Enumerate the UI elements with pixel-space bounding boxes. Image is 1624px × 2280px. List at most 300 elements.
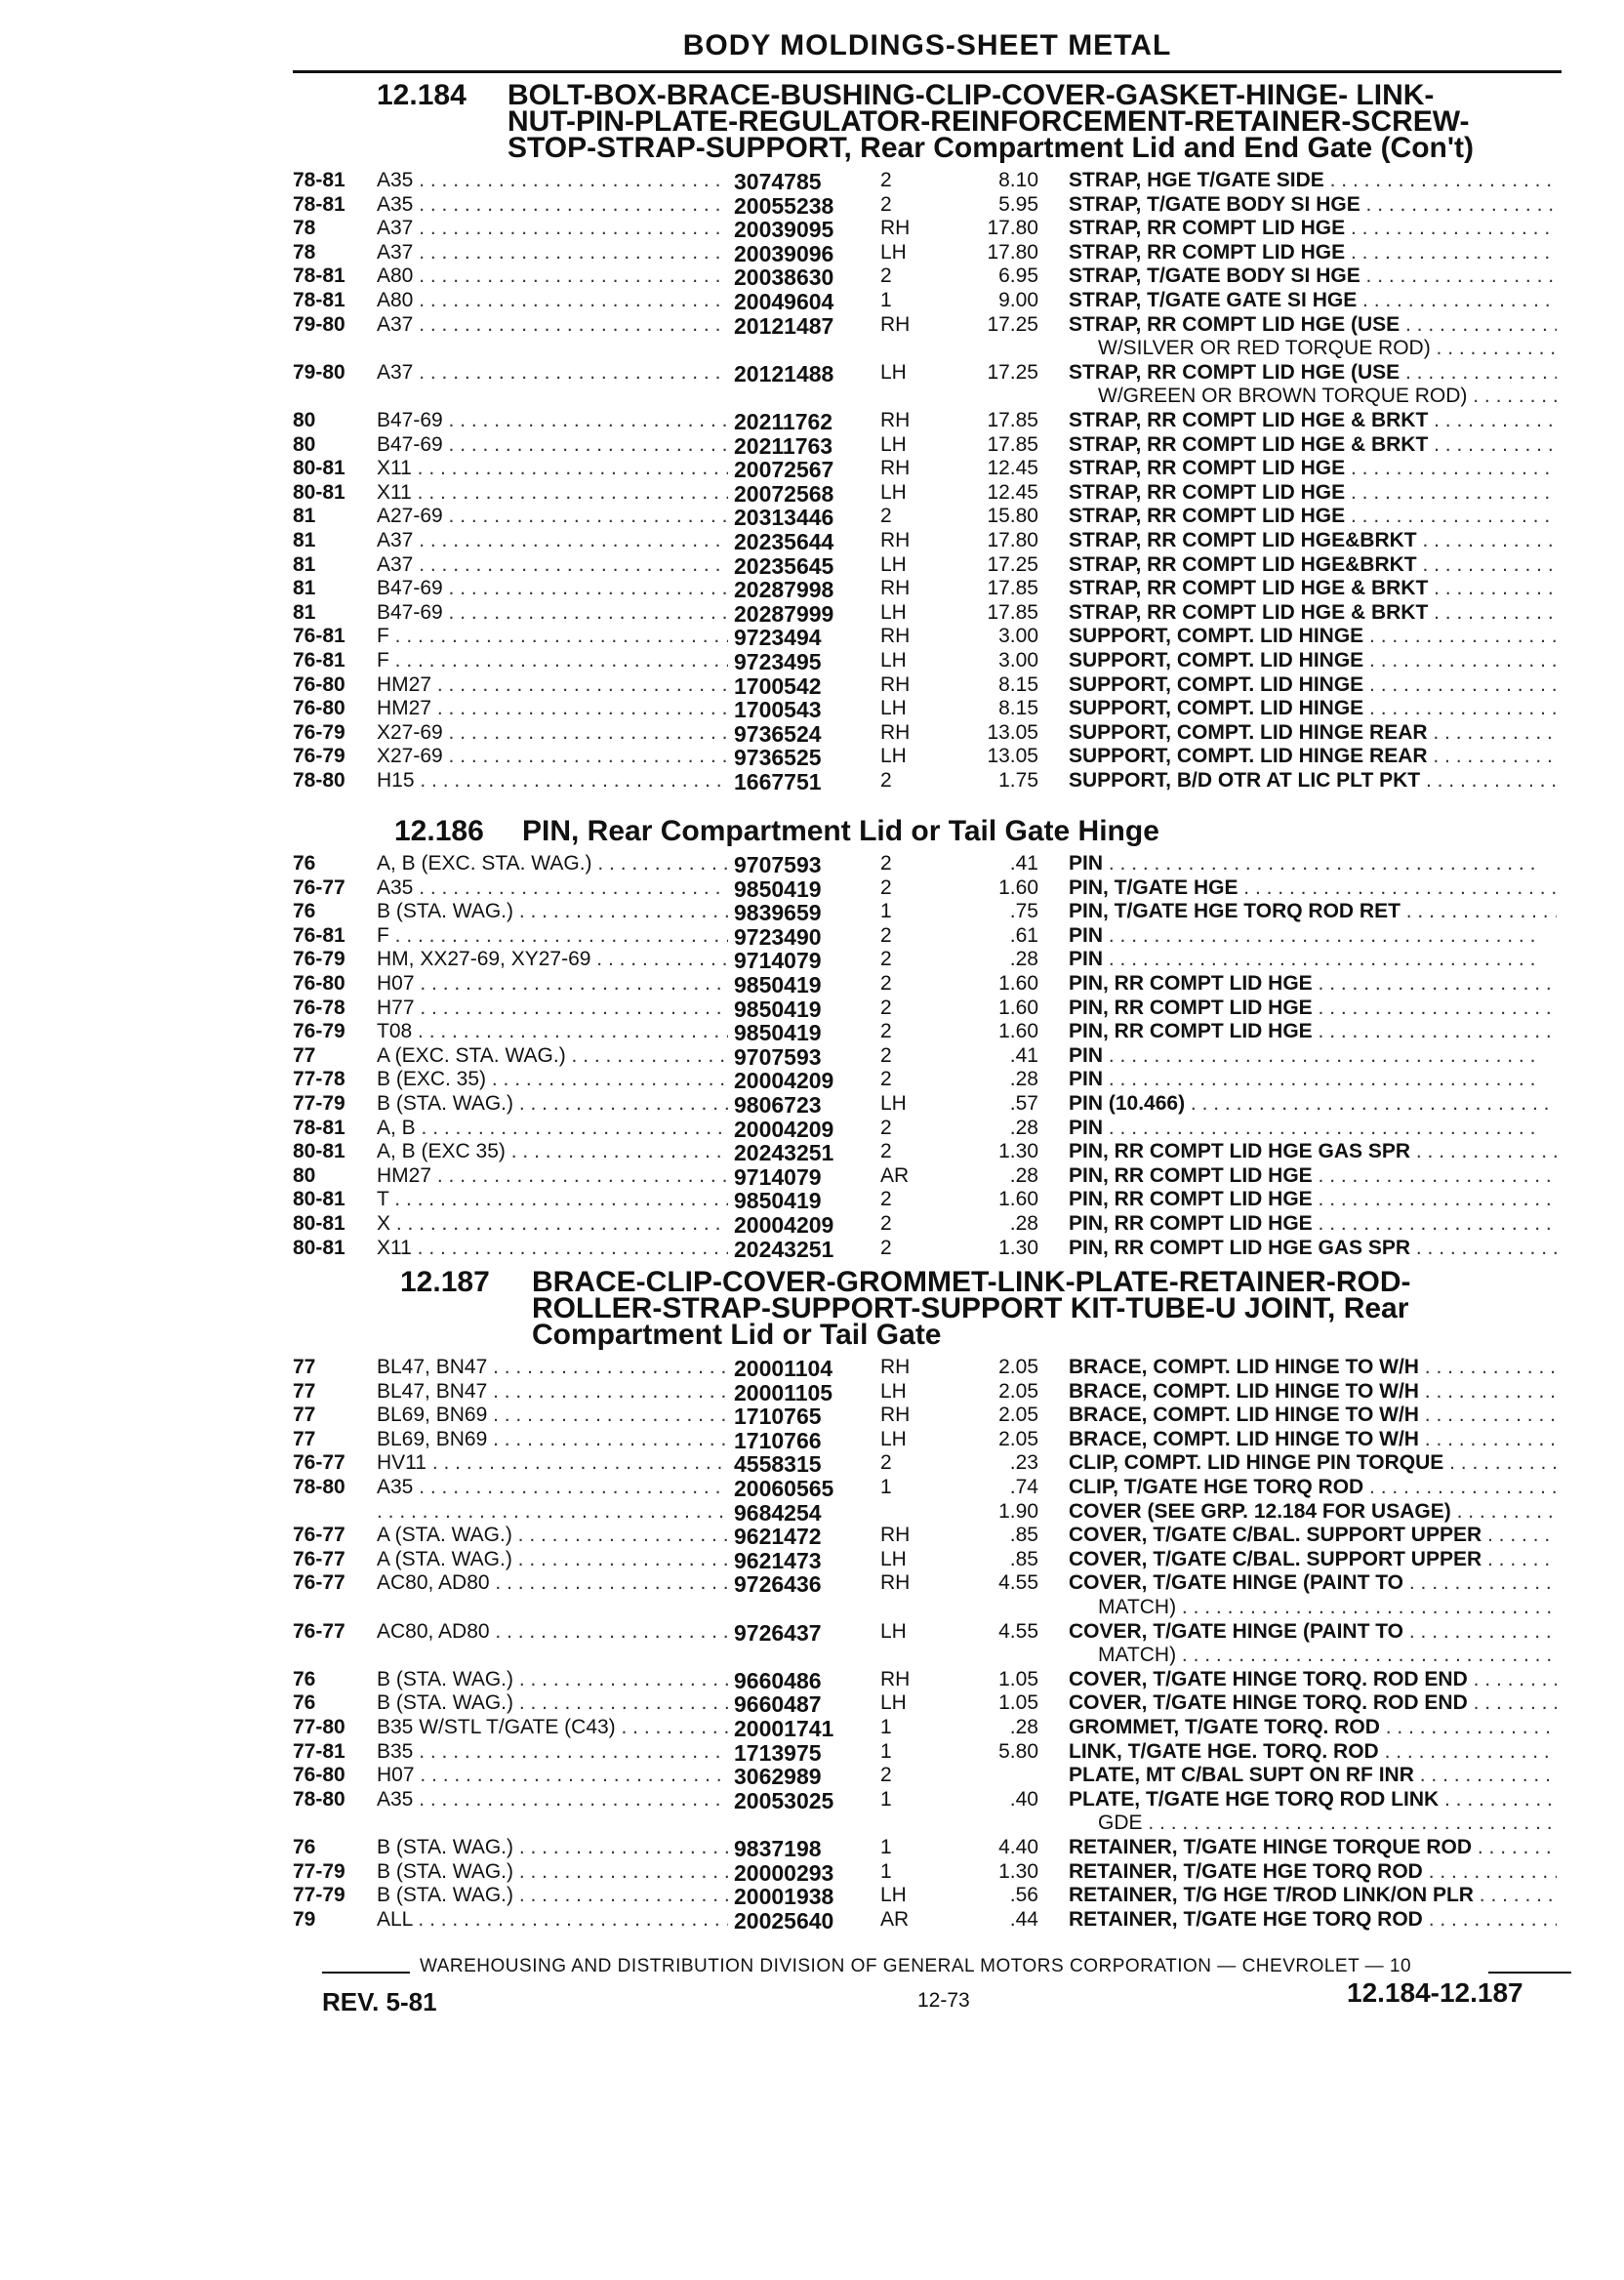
quantity: 2	[880, 1140, 892, 1163]
model-year: 76	[293, 1667, 316, 1690]
price: .28	[1009, 948, 1038, 971]
part-description: SUPPORT, COMPT. LID HINGE . . .	[1069, 625, 1557, 648]
part-description: SUPPORT, COMPT. LID HINGE REAR . . .	[1069, 721, 1557, 745]
part-number: 20211762	[734, 409, 833, 434]
group-title-line: PIN, Rear Compartment Lid or Tail Gate Hinge	[522, 815, 1159, 847]
part-number: 9806723	[734, 1092, 822, 1118]
price: .41	[1009, 852, 1038, 875]
model-series	[377, 1500, 728, 1524]
model-year: 76-81	[293, 625, 345, 648]
model-year: 78-81	[293, 192, 345, 216]
list-item	[0, 1428, 1624, 1451]
model-year: 76-80	[293, 972, 345, 995]
part-description: COVER, T/GATE HINGE TORQ. ROD END . . .	[1069, 1668, 1557, 1691]
price: 8.15	[998, 697, 1038, 720]
price: 12.45	[987, 480, 1038, 504]
part-number: 20235645	[734, 552, 834, 579]
part-description: STRAP, RR COMPT LID HGE (USE . . .	[1069, 313, 1557, 337]
part-description: BRACE, COMPT. LID HINGE TO W/H . . .	[1069, 1380, 1557, 1404]
list-item	[0, 361, 1624, 385]
model-series: X27-69 . . .	[377, 721, 728, 745]
group-title	[532, 1266, 1411, 1351]
part-number: 20211763	[734, 432, 833, 459]
model-year: 77-78	[293, 1068, 345, 1091]
model-series: BL47, BN47 . . .	[377, 1380, 728, 1404]
list-item	[0, 241, 1624, 265]
list-item	[0, 1140, 1624, 1166]
header-rule	[293, 70, 1562, 73]
part-number: 9621472	[734, 1524, 822, 1550]
quantity: 2	[880, 852, 892, 875]
model-year: 76-79	[293, 1020, 345, 1043]
part-description: GDE . . .	[1098, 1812, 1557, 1835]
price: .28	[1009, 1068, 1038, 1091]
list-item	[0, 1092, 1624, 1116]
price: .85	[1009, 1547, 1038, 1570]
model-series: A (STA. WAG.) . . .	[377, 1548, 728, 1571]
part-number: 1710765	[734, 1404, 822, 1430]
model-series: A37 . . .	[377, 313, 728, 337]
group-title-line: Compartment Lid or Tail Gate	[532, 1319, 942, 1351]
part-number: 1710766	[734, 1427, 822, 1453]
part-description: COVER (SEE GRP. 12.184 FOR USAGE) . . .	[1069, 1500, 1557, 1524]
quantity: 2	[880, 1764, 892, 1787]
model-series: A, B (EXC. STA. WAG.) . . .	[377, 852, 728, 875]
part-number: 20049604	[734, 289, 834, 314]
part-description: W/SILVER OR RED TORQUE ROD) . . .	[1098, 337, 1557, 360]
price: 1.30	[998, 1140, 1038, 1163]
quantity: RH	[880, 1571, 911, 1595]
list-item	[0, 745, 1624, 771]
part-number: 9850419	[734, 1188, 822, 1214]
model-series: HM27 . . .	[377, 697, 728, 720]
quantity: RH	[880, 720, 911, 744]
model-series: X27-69 . . .	[377, 745, 728, 768]
model-year: 76	[293, 852, 316, 875]
price: 1.90	[998, 1499, 1038, 1523]
model-series: B (EXC. 35) . . .	[377, 1068, 728, 1091]
list-item	[0, 1044, 1624, 1068]
price: 2.05	[998, 1356, 1038, 1378]
list-item	[0, 876, 1624, 900]
quantity: 2	[880, 169, 892, 191]
model-series: B (STA. WAG.) . . .	[377, 1836, 728, 1859]
part-description: MATCH) . . .	[1098, 1644, 1557, 1667]
part-number: 9850419	[734, 996, 822, 1022]
price: 17.80	[987, 217, 1038, 240]
model-series: H07 . . .	[377, 972, 728, 996]
model-year: 76-80	[293, 697, 345, 720]
list-item	[0, 409, 1624, 432]
part-description: STRAP, RR COMPT LID HGE . . .	[1069, 481, 1557, 505]
part-number: 1667751	[734, 769, 822, 794]
quantity: RH	[880, 577, 911, 600]
running-head: BODY MOLDINGS-SHEET METAL	[682, 29, 1172, 61]
part-number: 9736525	[734, 745, 822, 771]
quantity: LH	[880, 240, 907, 264]
model-year: 81	[293, 577, 316, 600]
model-series: A80 . . .	[377, 289, 728, 312]
price: 17.25	[987, 360, 1038, 384]
quantity: 2	[880, 1116, 892, 1139]
part-description: STRAP, RR COMPT LID HGE & BRKT . . .	[1069, 577, 1557, 600]
model-year: 80-81	[293, 1236, 345, 1259]
model-series: B (STA. WAG.) . . .	[377, 1884, 728, 1907]
quantity: 2	[880, 1451, 892, 1475]
model-year: 80-81	[293, 1140, 345, 1163]
part-description: PIN, RR COMPT LID HGE . . .	[1069, 1188, 1557, 1211]
model-series: A37 . . .	[377, 529, 728, 552]
part-description: PLATE, T/GATE HGE TORQ ROD LINK . . .	[1069, 1788, 1557, 1812]
part-description: PIN . . .	[1069, 948, 1557, 971]
group-number: 12.186	[394, 815, 484, 847]
part-number: 9714079	[734, 1163, 822, 1190]
part-number: 9660486	[734, 1667, 822, 1693]
part-number: 20001104	[734, 1356, 833, 1381]
part-description: PIN, RR COMPT LID HGE . . .	[1069, 972, 1557, 996]
part-description: RETAINER, T/GATE HGE TORQ ROD . . .	[1069, 1908, 1557, 1932]
quantity: LH	[880, 600, 907, 624]
price: 17.25	[987, 312, 1038, 336]
list-item	[0, 289, 1624, 312]
quantity: 2	[880, 1068, 892, 1091]
part-number: 3074785	[734, 169, 822, 194]
model-year: 76-81	[293, 649, 345, 672]
part-description: PIN . . .	[1069, 924, 1557, 948]
list-item	[0, 577, 1624, 603]
list-item	[0, 1691, 1624, 1718]
part-number: 9723494	[734, 625, 822, 651]
part-number: 1700542	[734, 672, 822, 699]
model-year: 77-79	[293, 1859, 345, 1883]
model-year: 76-77	[293, 875, 345, 899]
quantity: RH	[880, 409, 911, 431]
part-description: PIN, T/GATE HGE . . .	[1069, 876, 1557, 900]
price: 9.00	[998, 289, 1038, 311]
quantity: RH	[880, 1524, 911, 1547]
model-series: B35 W/STL T/GATE (C43) . . .	[377, 1716, 728, 1739]
model-year: 76-77	[293, 1547, 345, 1570]
price: .28	[1009, 1116, 1038, 1139]
model-year: 78-80	[293, 1787, 345, 1811]
quantity: 2	[880, 1212, 892, 1235]
part-number: 20243251	[734, 1236, 834, 1262]
part-number: 9707593	[734, 1043, 822, 1070]
quantity: 2	[880, 948, 892, 971]
part-description: PIN . . .	[1069, 1117, 1557, 1140]
model-year: 80-81	[293, 1188, 345, 1211]
model-series: B35 . . .	[377, 1740, 728, 1764]
price: 2.05	[998, 1404, 1038, 1427]
part-description: STRAP, RR COMPT LID HGE & BRKT . . .	[1069, 433, 1557, 457]
quantity: RH	[880, 1404, 911, 1427]
model-series: T . . .	[377, 1188, 728, 1211]
list-item	[0, 505, 1624, 531]
model-series: A35 . . .	[377, 1476, 728, 1499]
list-item	[0, 924, 1624, 948]
part-number: 9723495	[734, 649, 822, 674]
part-description: PIN, RR COMPT LID HGE GAS SPR . . .	[1069, 1237, 1557, 1260]
price: 2.05	[998, 1427, 1038, 1450]
part-description: CLIP, COMPT. LID HINGE PIN TORQUE . . .	[1069, 1451, 1557, 1475]
part-description: STRAP, RR COMPT LID HGE & BRKT . . .	[1069, 409, 1557, 432]
quantity: 2	[880, 769, 892, 792]
quantity: 1	[880, 1836, 892, 1858]
part-description: MATCH) . . .	[1098, 1596, 1557, 1619]
price: 4.55	[998, 1619, 1038, 1643]
part-description: COVER, T/GATE C/BAL. SUPPORT UPPER . . .	[1069, 1548, 1557, 1571]
part-number: 3062989	[734, 1764, 822, 1790]
quantity: LH	[880, 1379, 907, 1403]
part-description: STRAP, RR COMPT LID HGE . . .	[1069, 241, 1557, 265]
model-series: AC80, AD80 . . .	[377, 1620, 728, 1644]
part-description: PIN . . .	[1069, 852, 1557, 875]
list-item	[0, 481, 1624, 505]
model-series: HM, XX27-69, XY27-69 . . .	[377, 948, 728, 971]
model-series: HM27 . . .	[377, 673, 728, 697]
model-year: 80	[293, 1163, 316, 1187]
price: .61	[1009, 923, 1038, 947]
quantity: 1	[880, 1859, 892, 1883]
footer-rule-left	[322, 1972, 410, 1974]
part-description: STRAP, RR COMPT LID HGE . . .	[1069, 457, 1557, 480]
model-year: 78	[293, 217, 316, 240]
list-item	[0, 193, 1624, 217]
list-item	[0, 997, 1624, 1020]
price: .44	[1009, 1907, 1038, 1931]
model-year: 76	[293, 900, 316, 923]
model-series: A80 . . .	[377, 265, 728, 288]
revision-date: REV. 5-81	[322, 1987, 437, 2016]
part-description: PIN, RR COMPT LID HGE . . .	[1069, 1164, 1557, 1188]
price: 1.60	[998, 972, 1038, 995]
price: 15.80	[987, 505, 1038, 528]
model-year: 78-80	[293, 1476, 345, 1498]
quantity: 2	[880, 875, 892, 899]
model-year: 81	[293, 600, 316, 624]
part-number: 20072568	[734, 480, 834, 507]
model-year: 80	[293, 432, 316, 456]
model-series: BL69, BN69 . . .	[377, 1428, 728, 1451]
list-item	[0, 697, 1624, 723]
model-year: 78-81	[293, 265, 345, 288]
model-year: 76-77	[293, 1571, 345, 1595]
group-title-line: ROLLER-STRAP-SUPPORT-SUPPORT KIT-TUBE-U JOINT, Rear	[532, 1292, 1409, 1324]
model-year: 78-81	[293, 289, 345, 311]
price: 6.95	[998, 265, 1038, 288]
model-year: 78-81	[293, 169, 345, 191]
part-description: BRACE, COMPT. LID HINGE TO W/H . . .	[1069, 1428, 1557, 1451]
quantity: 1	[880, 1716, 892, 1738]
price: .57	[1009, 1092, 1038, 1115]
price: 12.45	[987, 457, 1038, 480]
part-number: 1713975	[734, 1739, 822, 1766]
model-series: A (EXC. STA. WAG.) . . .	[377, 1044, 728, 1068]
part-number: 20053025	[734, 1787, 834, 1813]
model-series: H15 . . .	[377, 769, 728, 793]
part-number: 20121487	[734, 312, 834, 339]
list-item	[0, 601, 1624, 625]
quantity: 2	[880, 1020, 892, 1043]
list-item	[0, 1740, 1624, 1764]
quantity: LH	[880, 1092, 907, 1115]
part-number: 20038630	[734, 265, 834, 291]
list-item	[0, 529, 1624, 552]
price: .28	[1009, 1212, 1038, 1235]
price: 17.85	[987, 577, 1038, 600]
list-item	[0, 553, 1624, 577]
list-item	[0, 1404, 1624, 1430]
list-item	[0, 1068, 1624, 1094]
model-series: A27-69 . . .	[377, 505, 728, 528]
price: .74	[1009, 1476, 1038, 1498]
group-title-line: BRACE-CLIP-COVER-GROMMET-LINK-PLATE-RETAINER-ROD-	[532, 1266, 1411, 1298]
model-series: H07 . . .	[377, 1764, 728, 1787]
part-number: 20287998	[734, 577, 834, 603]
part-number: 20001741	[734, 1716, 834, 1741]
part-number: 20004209	[734, 1068, 834, 1094]
model-year: 78-80	[293, 769, 345, 792]
model-series: B (STA. WAG.) . . .	[377, 1860, 728, 1884]
quantity: RH	[880, 625, 911, 648]
model-year: 79-80	[293, 312, 345, 336]
quantity: LH	[880, 1427, 907, 1450]
model-series: A35 . . .	[377, 1788, 728, 1812]
model-series: HV11 . . .	[377, 1451, 728, 1475]
model-series: B47-69 . . .	[377, 601, 728, 625]
part-number: 20039095	[734, 217, 834, 243]
quantity: 2	[880, 996, 892, 1019]
quantity: RH	[880, 457, 911, 480]
part-number: 20004209	[734, 1212, 834, 1238]
price: 8.15	[998, 672, 1038, 696]
group-title-line: STOP-STRAP-SUPPORT, Rear Compartment Lid and End Gate (Con't)	[508, 132, 1474, 164]
model-year: 77-79	[293, 1884, 345, 1907]
model-series: A35 . . .	[377, 876, 728, 900]
model-series: B (STA. WAG.) . . .	[377, 1668, 728, 1691]
part-description: BRACE, COMPT. LID HINGE TO W/H . . .	[1069, 1404, 1557, 1427]
page-number: 12-73	[917, 1989, 970, 2012]
model-year: 76-79	[293, 745, 345, 768]
price: 1.60	[998, 1020, 1038, 1043]
part-description: BRACE, COMPT. LID HINGE TO W/H . . .	[1069, 1356, 1557, 1379]
list-item-continuation	[0, 337, 1624, 360]
list-item	[0, 1020, 1624, 1046]
model-year: 80-81	[293, 457, 345, 480]
model-year: 76-77	[293, 1619, 345, 1643]
quantity: AR	[880, 1163, 910, 1187]
list-item	[0, 457, 1624, 483]
part-description: STRAP, T/GATE GATE SI HGE . . .	[1069, 289, 1557, 312]
price: 3.00	[998, 625, 1038, 648]
quantity: RH	[880, 1356, 911, 1378]
list-item-continuation	[0, 1812, 1624, 1835]
quantity: 2	[880, 923, 892, 947]
part-description: RETAINER, T/GATE HGE TORQ ROD . . .	[1069, 1860, 1557, 1884]
quantity: 2	[880, 265, 892, 288]
price: 1.60	[998, 1188, 1038, 1211]
part-number: 9839659	[734, 900, 822, 926]
model-year: 77-80	[293, 1716, 345, 1738]
list-item	[0, 1836, 1624, 1859]
model-year: 76	[293, 1691, 316, 1715]
model-series: F . . .	[377, 649, 728, 672]
model-series: A, B (EXC 35) . . .	[377, 1140, 728, 1163]
price: 1.30	[998, 1859, 1038, 1883]
price: 2.05	[998, 1379, 1038, 1403]
group-title-line: NUT-PIN-PLATE-REGULATOR-REINFORCEMENT-RETAINER-SCREW-	[508, 105, 1470, 138]
quantity: LH	[880, 745, 907, 768]
list-item	[0, 313, 1624, 337]
part-number: 20060565	[734, 1476, 834, 1501]
part-description: PIN . . .	[1069, 1068, 1557, 1091]
model-year: 76-79	[293, 720, 345, 744]
model-series: X11 . . .	[377, 1237, 728, 1260]
model-series: B47-69 . . .	[377, 409, 728, 432]
price: 17.80	[987, 529, 1038, 551]
price: 17.80	[987, 240, 1038, 264]
list-item	[0, 625, 1624, 651]
model-series: BL69, BN69 . . .	[377, 1404, 728, 1427]
part-number: 9850419	[734, 875, 822, 902]
part-number: 9850419	[734, 1020, 822, 1046]
part-description: GROMMET, T/GATE TORQ. ROD . . .	[1069, 1716, 1557, 1739]
price: .56	[1009, 1884, 1038, 1907]
model-series: F . . .	[377, 625, 728, 648]
price: .75	[1009, 900, 1038, 923]
price: 8.10	[998, 169, 1038, 191]
price: 4.40	[998, 1836, 1038, 1858]
list-item	[0, 217, 1624, 243]
quantity: 2	[880, 505, 892, 528]
part-description: W/GREEN OR BROWN TORQUE ROD) . . .	[1098, 385, 1557, 408]
model-year: 76-78	[293, 996, 345, 1019]
quantity: RH	[880, 217, 911, 240]
list-item	[0, 1117, 1624, 1140]
model-year: 76-80	[293, 672, 345, 696]
price: 1.05	[998, 1667, 1038, 1690]
part-description: STRAP, T/GATE BODY SI HGE . . .	[1069, 265, 1557, 288]
list-item	[0, 1212, 1624, 1236]
part-number: 4558315	[734, 1451, 822, 1478]
quantity: 1	[880, 1476, 892, 1498]
quantity: RH	[880, 529, 911, 551]
model-series: A37 . . .	[377, 553, 728, 577]
footer-division: WAREHOUSING AND DISTRIBUTION DIVISION OF GENERAL MOTORS CORPORATION — CHEVROLET — 10	[420, 1956, 1412, 1976]
quantity: 2	[880, 1188, 892, 1211]
part-description: COVER, T/GATE HINGE (PAINT TO . . .	[1069, 1620, 1557, 1644]
part-description: STRAP, RR COMPT LID HGE&BRKT . . .	[1069, 529, 1557, 552]
model-series: X11 . . .	[377, 457, 728, 480]
model-series: T08 . . .	[377, 1020, 728, 1043]
part-number: 20004209	[734, 1116, 834, 1142]
model-year: 80-81	[293, 480, 345, 504]
part-description: STRAP, RR COMPT LID HGE . . .	[1069, 505, 1557, 528]
model-series: X . . .	[377, 1212, 728, 1236]
model-series: B47-69 . . .	[377, 577, 728, 600]
list-item	[0, 948, 1624, 974]
model-series: B47-69 . . .	[377, 433, 728, 457]
list-item	[0, 265, 1624, 291]
part-description: SUPPORT, B/D OTR AT LIC PLT PKT . . .	[1069, 769, 1557, 793]
list-item	[0, 169, 1624, 192]
list-item	[0, 1620, 1624, 1644]
part-description: LINK, T/GATE HGE. TORQ. ROD . . .	[1069, 1740, 1557, 1764]
model-series: X11 . . .	[377, 481, 728, 505]
part-number: 20055238	[734, 192, 834, 219]
part-number: 20243251	[734, 1140, 834, 1166]
model-series: A35 . . .	[377, 193, 728, 217]
